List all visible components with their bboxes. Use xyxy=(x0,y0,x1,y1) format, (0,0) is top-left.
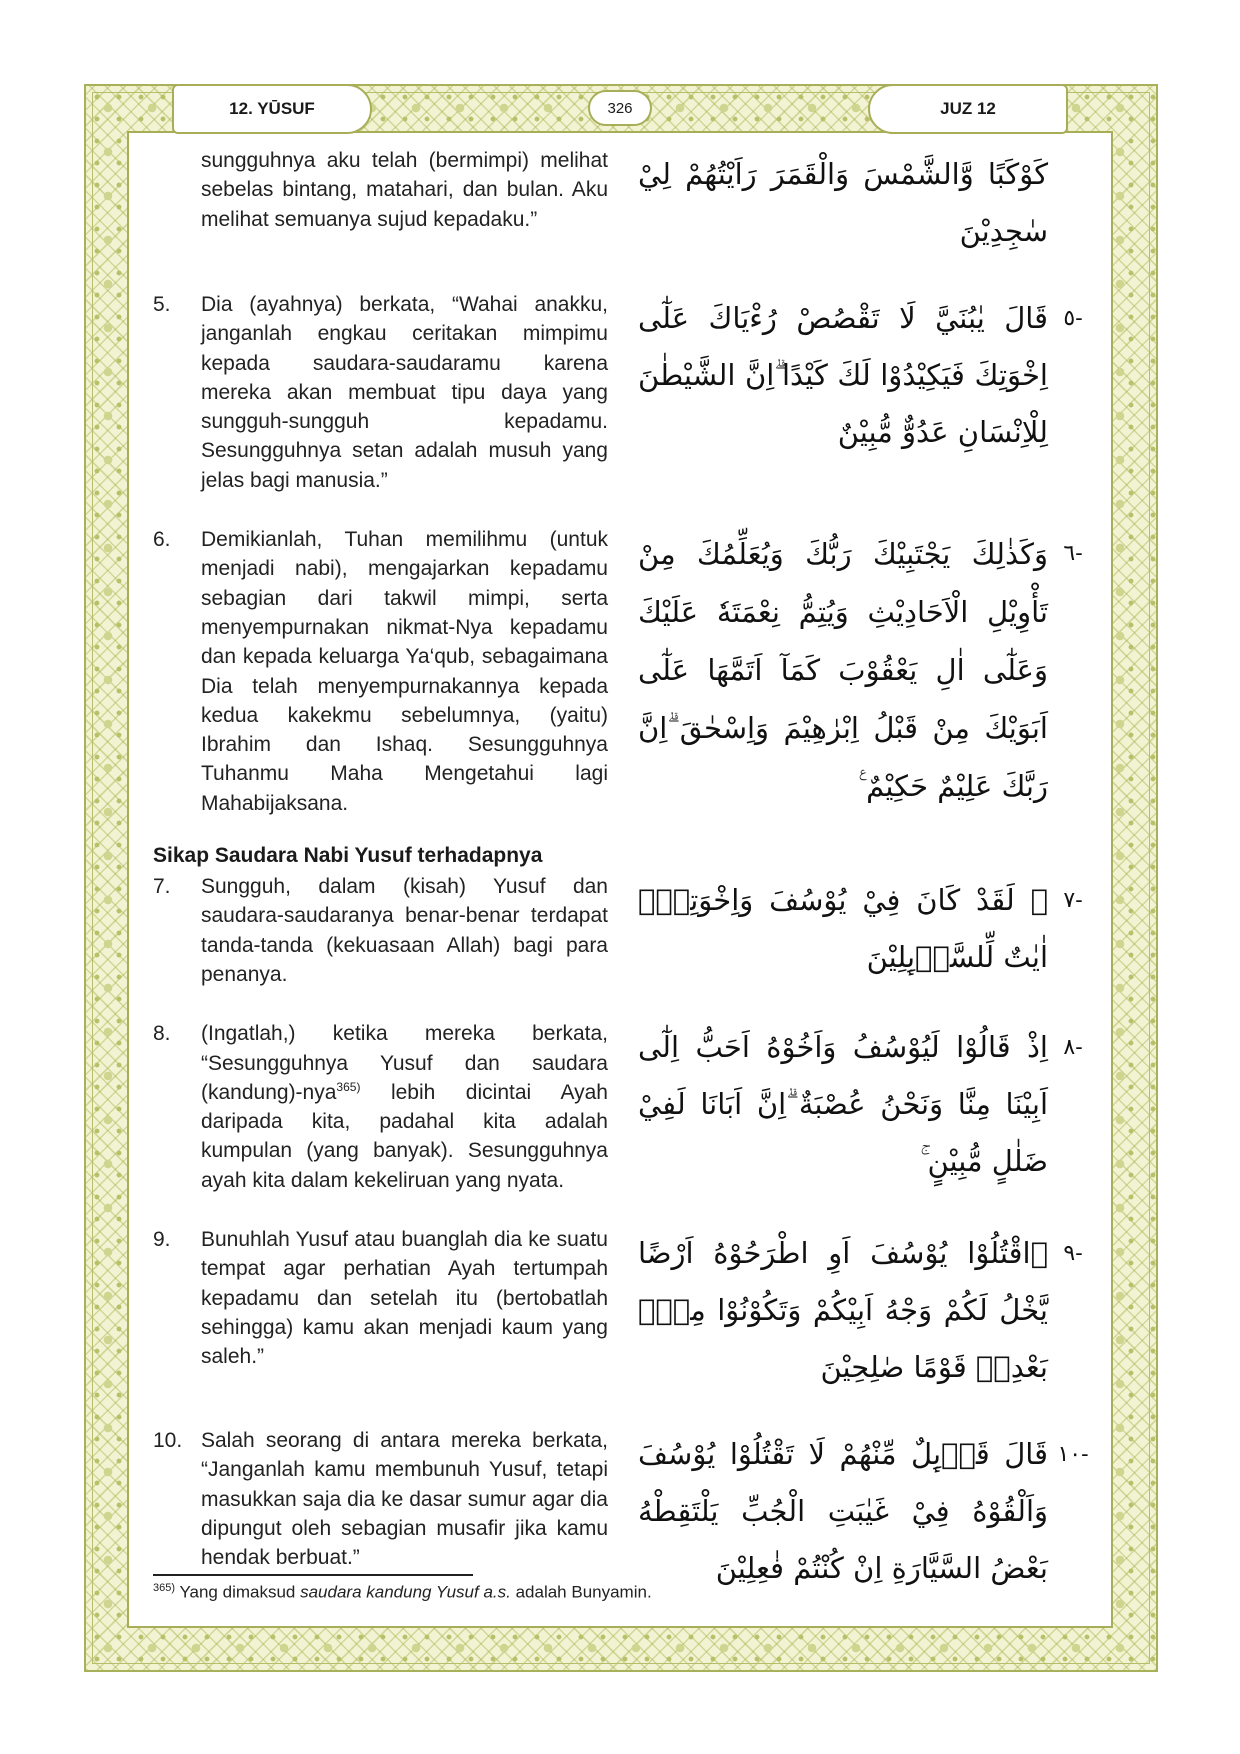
arabic-text: ۞ لَقَدْ كَانَ فِيْ يُوْسُفَ وَاِخْوَتِهٖٓ اٰيٰتٌ لِّلسَّاۤىِٕلِيْنَ xyxy=(638,883,1048,975)
translation xyxy=(153,872,608,989)
translation-text xyxy=(201,1019,608,1195)
arabic-block xyxy=(638,1225,1098,1396)
verse-number: 5. xyxy=(153,293,171,316)
verse-8 xyxy=(153,1019,1098,1195)
translation xyxy=(153,1225,608,1371)
translation xyxy=(153,525,608,818)
footnote-number: 365) xyxy=(153,1582,176,1594)
footnote-divider xyxy=(153,1574,473,1576)
verse-number: 6. xyxy=(153,528,171,552)
footnote xyxy=(153,1582,1053,1603)
footnote-text: adalah Bunyamin. xyxy=(510,1582,652,1602)
translation-text: Dia (ayahnya) berkata, “Wahai anakku, janganlah engkau ceritakan mimpimu kepada saudara-saudaramu karena mereka akan membuat tipu daya yang sungguh-sungguh kepadamu. Sesungguhnya setan adalah musuh yang jelas bagi manusia.” xyxy=(201,293,608,492)
translation xyxy=(153,1019,608,1195)
translation xyxy=(153,290,608,495)
verse-number: 7. xyxy=(153,875,171,899)
arabic-block xyxy=(638,290,1098,461)
verse-number xyxy=(153,146,201,234)
arabic-block xyxy=(638,525,1098,815)
footnote-text: Yang dimaksud xyxy=(175,1582,301,1602)
verse-7 xyxy=(153,872,1098,989)
surah-title: 12. YŪSUF xyxy=(172,84,372,134)
translation-part: lebih dicintai Ayah daripada kita, padahal kita adalah kumpulan (yang banyak). Sesungguhnya ayah kita dalam kekeliruan yang nyata. xyxy=(201,1080,608,1192)
footnote-italic: saudara kandung Yusuf a.s. xyxy=(300,1582,511,1602)
translation-text: Bunuhlah Yusuf atau buanglah dia ke suatu tempat agar perhatian Ayah tertumpah kepadamu dan setelah itu (bertobatlah sehingga) kamu akan menjadi kaum yang saleh.” xyxy=(201,1228,608,1369)
arabic-block xyxy=(638,146,1098,260)
translation xyxy=(153,146,608,234)
arabic-text: اِذْ قَالُوْا لَيُوْسُفُ وَاَخُوْهُ اَحَبُّ اِلٰٓى اَبِيْنَا مِنَّا وَنَحْنُ عُصْبَةٌ ۗاِنَّ اَبَانَا لَفِيْ ضَلٰلٍ مُّبِيْنٍ ۚ xyxy=(638,1030,1048,1179)
translation-part: (Ingatlah,) ketika mereka berkata, “Sesungguhnya Yusuf dan saudara (kandung)-nya xyxy=(201,1022,608,1104)
arabic-block xyxy=(638,1019,1098,1190)
page-number: 326 xyxy=(588,90,652,126)
section-heading: Sikap Saudara Nabi Yusuf terhadapnya xyxy=(153,844,543,868)
translation-text: sungguhnya aku telah (bermimpi) melihat sebelas bintang, matahari, dan bulan. Aku melihat semuanya sujud kepadaku.” xyxy=(201,149,608,231)
juz-label: JUZ 12 xyxy=(868,84,1068,134)
arabic-block xyxy=(638,1426,1098,1597)
arabic-text: وَكَذٰلِكَ يَجْتَبِيْكَ رَبُّكَ وَيُعَلِّمُكَ مِنْ تَأْوِيْلِ الْاَحَادِيْثِ وَيُتِمُّ نِعْمَتَهٗ عَلَيْكَ وَعَلٰٓى اٰلِ يَعْقُوْبَ كَمَآ اَتَمَّهَا عَلٰٓى اَبَوَيْكَ مِنْ قَبْلُ اِبْرٰهِيْمَ وَاِسْحٰقَ ۗاِنَّ رَبَّكَ عَلِيْمٌ حَكِيْمٌ ࣖ xyxy=(638,537,1048,804)
verse-6 xyxy=(153,525,1098,818)
verse-number: 9. xyxy=(153,1228,171,1252)
verse-9 xyxy=(153,1225,1098,1396)
verse-4-cont xyxy=(153,146,1098,260)
verse-content xyxy=(153,146,1098,1619)
verse-10 xyxy=(153,1426,1098,1597)
arabic-verse-number: -٥ xyxy=(1063,306,1083,331)
arabic-block xyxy=(638,872,1098,986)
translation xyxy=(153,1426,608,1572)
verse-number: 8. xyxy=(153,1022,171,1046)
verse-5 xyxy=(153,290,1098,495)
translation-text: Demikianlah, Tuhan memilihmu (untuk menjadi nabi), mengajarkan kepadamu sebagian dari takwil mimpi, serta menyempurnakan nikmat-Nya kepadamu dan kepada keluarga Ya‘qub, sebagaimana Dia telah menyempurnakannya kepada kedua kakekmu sebelumnya, (yaitu) Ibrahim dan Ishaq. Sesungguhnya Tuhanmu Maha Mengetahui lagi Mahabijaksana. xyxy=(201,528,608,815)
translation-text: Sungguh, dalam (kisah) Yusuf dan saudara-saudaranya benar-benar terdapat tanda-tanda (kekuasaan Allah) bagi para penanya. xyxy=(201,875,608,986)
arabic-text: قَالَ قَاۤىِٕلٌ مِّنْهُمْ لَا تَقْتُلُوْا يُوْسُفَ وَاَلْقُوْهُ فِيْ غَيٰبَتِ الْجُبِّ يَلْتَقِطْهُ بَعْضُ السَّيَّارَةِ اِنْ كُنْتُمْ فٰعِلِيْنَ xyxy=(638,1437,1048,1586)
arabic-text: قَالَ يٰبُنَيَّ لَا تَقْصُصْ رُءْيَاكَ عَلٰٓى اِخْوَتِكَ فَيَكِيْدُوْا لَكَ كَيْدًا ۗاِنَّ الشَّيْطٰنَ لِلْاِنْسَانِ عَدُوٌّ مُّبِيْنٌ xyxy=(638,301,1048,449)
arabic-verse-number: -١٠ xyxy=(1057,1442,1089,1468)
translation-text: Salah seorang di antara mereka berkata, “Janganlah kamu membunuh Yusuf, tetapi masukkan saja dia ke dasar sumur agar dia dipungut oleh sebagian musafir jika kamu hendak berbuat.” xyxy=(201,1429,608,1570)
footnote-ref: 365) xyxy=(336,1079,361,1094)
arabic-verse-number: -٦ xyxy=(1063,541,1083,567)
arabic-text: ۨاقْتُلُوْا يُوْسُفَ اَوِ اطْرَحُوْهُ اَرْضًا يَّخْلُ لَكُمْ وَجْهُ اَبِيْكُمْ وَتَكُوْنُوْا مِنْۢ بَعْدِهٖ قَوْمًا صٰلِحِيْنَ xyxy=(638,1236,1048,1385)
arabic-verse-number: -٧ xyxy=(1063,888,1083,914)
arabic-verse-number: -٩ xyxy=(1063,1241,1083,1267)
arabic-text: كَوْكَبًا وَّالشَّمْسَ وَالْقَمَرَ رَاَيْتُهُمْ لِيْ سٰجِدِيْنَ xyxy=(638,157,1048,248)
arabic-verse-number: -٨ xyxy=(1063,1035,1083,1061)
verse-number: 10. xyxy=(153,1429,183,1453)
